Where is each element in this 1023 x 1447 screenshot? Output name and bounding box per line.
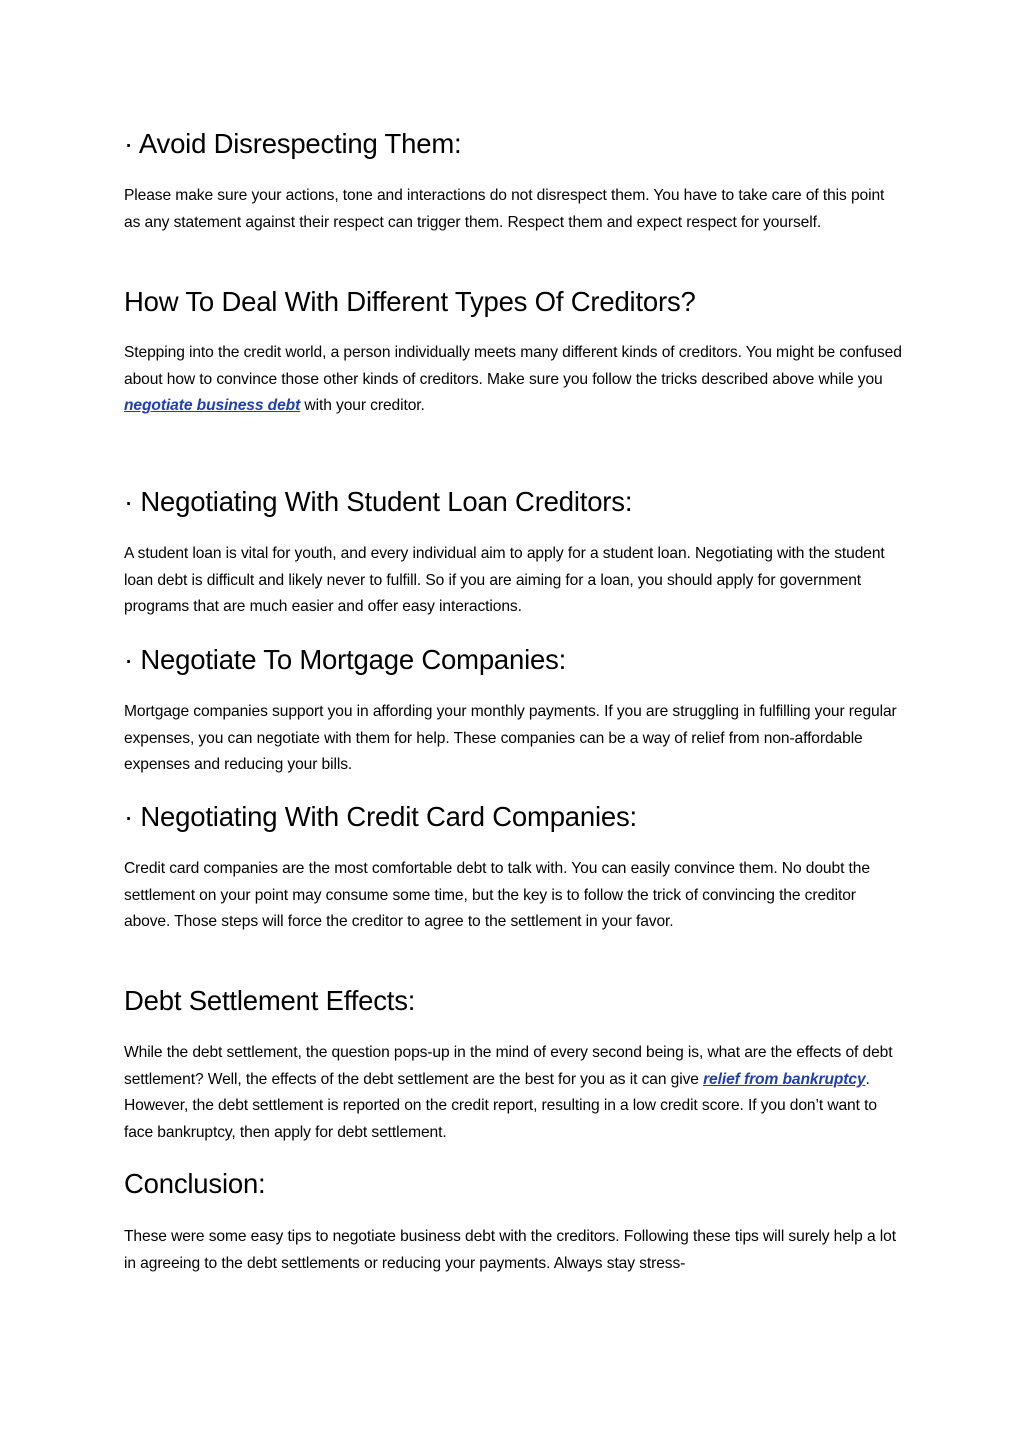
heading-credit-card: · Negotiating With Credit Card Companies:: [124, 801, 637, 832]
relief-from-bankruptcy-link[interactable]: relief from bankruptcy: [703, 1070, 866, 1088]
heading-conclusion: Conclusion:: [124, 1168, 266, 1199]
heading-student-loan: · Negotiating With Student Loan Creditors:: [124, 486, 633, 517]
paragraph-text: with your creditor.: [300, 397, 425, 415]
paragraph-text: Stepping into the credit world, a person individually meets many different kinds of creditors. You might be confused about how to convince those other kinds of creditors. Make sure you follow the tricks described above while you: [124, 344, 902, 388]
paragraph-credit-card: Credit card companies are the most comfortable debt to talk with. You can easily convince them. No doubt the settlement on your point may consume some time, but the key is to follow the trick of convincing the creditor above. Those steps will force the creditor to agree to the settlement in your favor.: [124, 860, 870, 931]
paragraph-avoid-disrespecting: Please make sure your actions, tone and interactions do not disrespect them. You have to take care of this point as any statement against their respect can trigger them. Respect them and expect respect for yourself.: [124, 187, 885, 231]
heading-types-of-creditors: How To Deal With Different Types Of Creditors?: [124, 286, 696, 317]
paragraph-mortgage: Mortgage companies support you in affording your monthly payments. If you are struggling in fulfilling your regular expenses, you can negotiate with them for help. These companies can be a way of relief from non-affordable expenses and reducing your bills.: [124, 703, 897, 774]
paragraph-text: While the debt settlement, the question pops-up in the mind of every second being is, what are the effects of debt settlement? Well, the effects of the debt settlement are the best for you as it can give: [124, 1044, 893, 1088]
paragraph-conclusion: These were some easy tips to negotiate business debt with the creditors. Following these tips will surely help a lot in agreeing to the debt settlements or reducing your payments. Always stay stress-: [124, 1228, 896, 1272]
paragraph-text: . However, the debt settlement is reported on the credit report, resulting in a low credit score. If you don’t want to face bankruptcy, then apply for debt settlement.: [124, 1070, 877, 1142]
paragraph-types-of-creditors: [124, 340, 902, 420]
negotiate-business-debt-link[interactable]: negotiate business debt: [124, 397, 301, 415]
paragraph-student-loan: A student loan is vital for youth, and every individual aim to apply for a student loan. Negotiating with the student loan debt is difficult and likely never to fulfill. So if you are aiming for a loan, you should apply for government programs that are much easier and offer easy interactions.: [124, 545, 885, 616]
heading-mortgage: · Negotiate To Mortgage Companies:: [124, 644, 567, 675]
heading-debt-settlement-effects: Debt Settlement Effects:: [124, 985, 416, 1016]
heading-avoid-disrespecting: · Avoid Disrespecting Them:: [124, 128, 462, 159]
paragraph-debt-settlement-effects: [124, 1040, 902, 1147]
